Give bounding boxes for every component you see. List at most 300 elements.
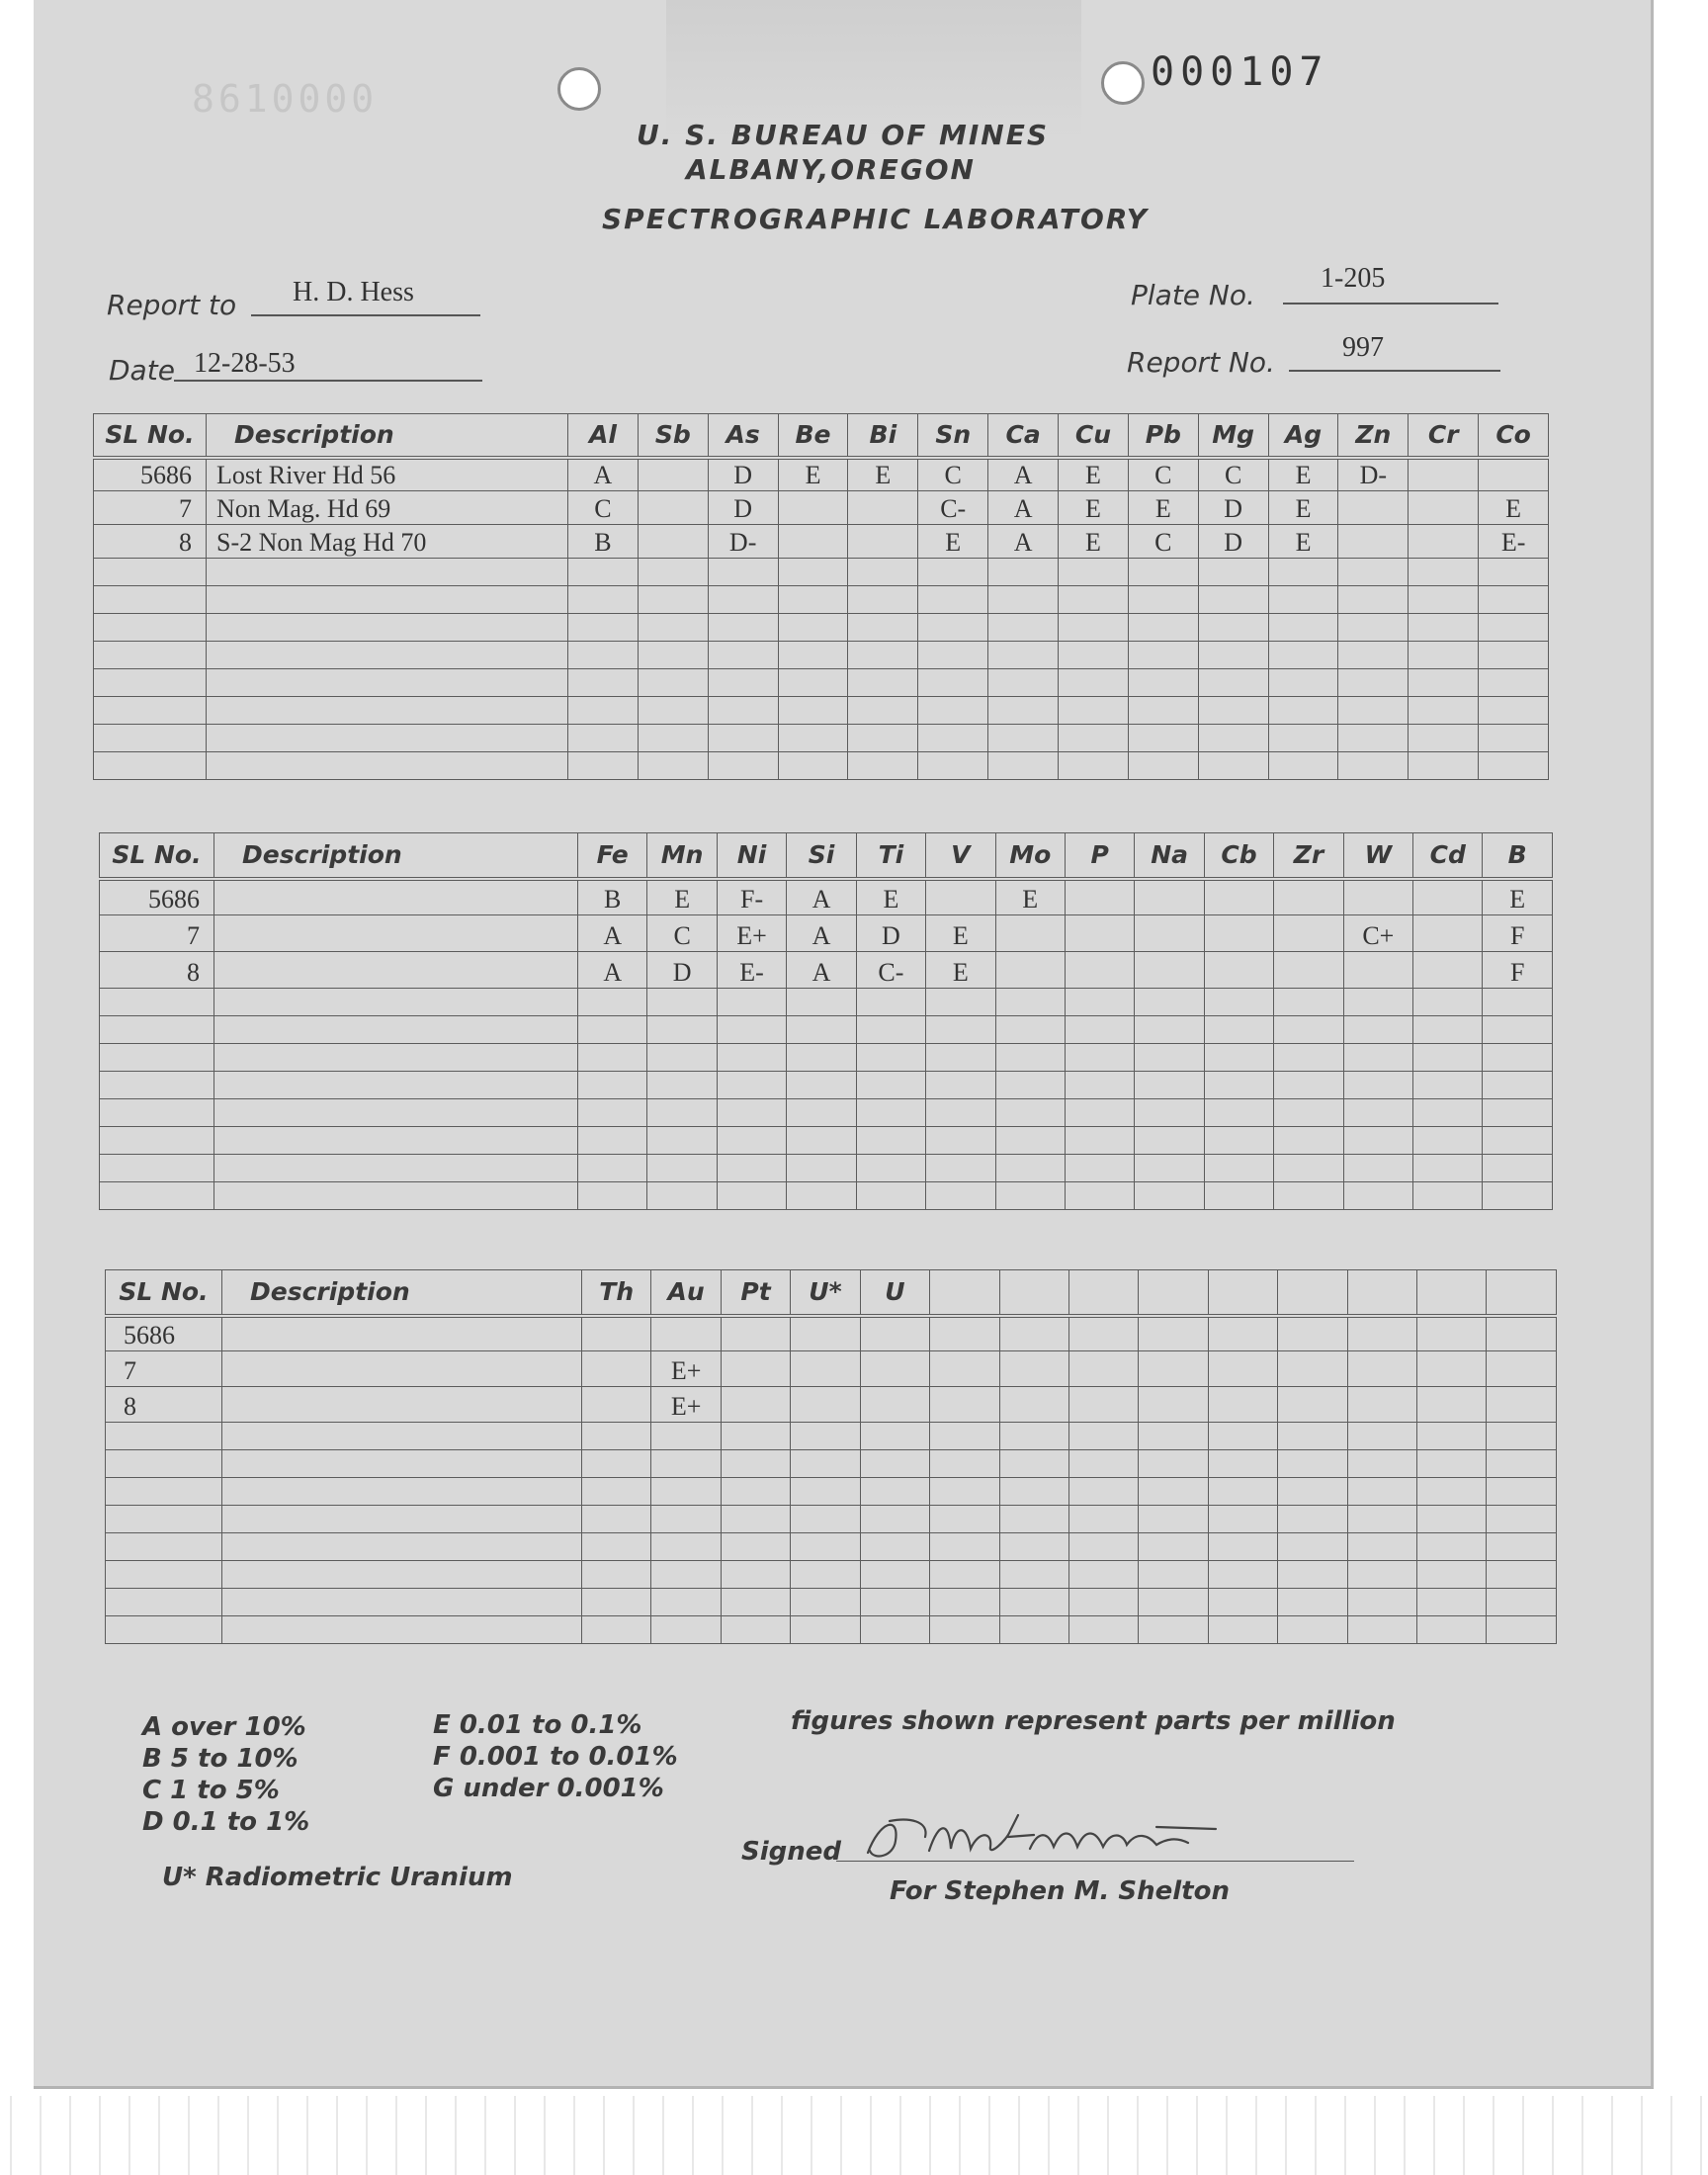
empty-cell — [647, 1127, 717, 1155]
empty-cell — [717, 989, 786, 1016]
empty-cell — [214, 1044, 578, 1072]
empty-cell — [207, 559, 568, 586]
element-grade — [1278, 1316, 1347, 1351]
empty-cell — [1204, 1127, 1273, 1155]
element-grade — [791, 1316, 860, 1351]
empty-cell — [1204, 1044, 1273, 1072]
header-description: Description — [207, 414, 568, 458]
header-col-14 — [1417, 1270, 1487, 1316]
empty-cell — [1487, 1533, 1556, 1561]
empty-cell — [1204, 1182, 1273, 1210]
element-grade: A — [787, 879, 856, 915]
element-grade: E+ — [651, 1351, 721, 1387]
empty-cell — [1417, 1423, 1487, 1450]
empty-cell — [651, 1423, 721, 1450]
empty-cell — [578, 1127, 647, 1155]
empty-cell — [1413, 1182, 1483, 1210]
empty-cell — [638, 586, 708, 614]
empty-cell — [856, 1155, 925, 1182]
empty-cell — [848, 642, 918, 669]
empty-cell — [1487, 1423, 1556, 1450]
empty-cell — [568, 669, 639, 697]
element-grade — [1347, 1316, 1416, 1351]
table-row — [100, 1044, 1553, 1072]
table-row — [106, 1387, 1557, 1423]
empty-cell — [1338, 725, 1409, 752]
element-grade: B — [578, 879, 647, 915]
element-grade: C- — [856, 952, 925, 989]
empty-cell — [860, 1589, 929, 1616]
element-grade — [582, 1351, 651, 1387]
empty-cell — [1198, 559, 1268, 586]
element-grade — [1487, 1387, 1556, 1423]
element-grade — [638, 458, 708, 491]
empty-cell — [1479, 642, 1549, 669]
empty-cell — [222, 1478, 582, 1506]
empty-cell — [207, 725, 568, 752]
empty-cell — [995, 1072, 1065, 1099]
empty-cell — [651, 1616, 721, 1644]
element-grade: E- — [717, 952, 786, 989]
empty-cell — [1413, 1155, 1483, 1182]
empty-cell — [100, 1182, 214, 1210]
element-grade: A — [988, 491, 1059, 525]
empty-cell — [582, 1616, 651, 1644]
empty-cell — [1343, 1127, 1412, 1155]
header-col-5: U* — [791, 1270, 860, 1316]
sample-description — [214, 915, 578, 952]
empty-cell — [988, 614, 1059, 642]
empty-cell — [708, 752, 778, 780]
empty-cell — [1347, 1506, 1416, 1533]
header-col-5: Si — [787, 833, 856, 879]
element-grade — [791, 1351, 860, 1387]
empty-cell — [708, 725, 778, 752]
empty-cell — [1268, 752, 1338, 780]
element-grade — [582, 1316, 651, 1351]
empty-cell — [1139, 1561, 1208, 1589]
empty-cell — [578, 1182, 647, 1210]
header-col-10: Pb — [1128, 414, 1198, 458]
empty-cell — [1065, 1127, 1134, 1155]
empty-cell — [1208, 1616, 1277, 1644]
element-grade — [778, 525, 848, 559]
empty-cell — [988, 697, 1059, 725]
table-row — [106, 1589, 1557, 1616]
empty-cell — [1128, 725, 1198, 752]
element-grade — [1065, 915, 1134, 952]
empty-cell — [926, 1182, 995, 1210]
element-grade — [791, 1387, 860, 1423]
empty-cell — [1068, 1450, 1138, 1478]
header-col-3: Mn — [647, 833, 717, 879]
empty-cell — [791, 1616, 860, 1644]
empty-cell — [582, 1450, 651, 1478]
element-grade — [1417, 1351, 1487, 1387]
empty-cell — [1278, 1616, 1347, 1644]
for-line: For Stephen M. Shelton — [890, 1876, 1230, 1906]
element-grade — [1135, 952, 1204, 989]
table-row — [94, 614, 1549, 642]
element-grade: E — [1128, 491, 1198, 525]
empty-cell — [848, 697, 918, 725]
signed-label: Signed — [741, 1837, 842, 1867]
header-col-9 — [1068, 1270, 1138, 1316]
header-col-9: Cu — [1059, 414, 1129, 458]
empty-cell — [1338, 642, 1409, 669]
empty-cell — [1479, 697, 1549, 725]
element-grade: C+ — [1343, 915, 1412, 952]
header-col-9: P — [1065, 833, 1134, 879]
empty-cell — [647, 1155, 717, 1182]
element-grade: A — [578, 915, 647, 952]
element-grade — [999, 1387, 1068, 1423]
legend-f: F 0.001 to 0.01% — [433, 1742, 678, 1772]
empty-cell — [106, 1561, 222, 1589]
empty-cell — [1417, 1561, 1487, 1589]
empty-cell — [1487, 1478, 1556, 1506]
empty-cell — [1068, 1533, 1138, 1561]
empty-cell — [791, 1478, 860, 1506]
empty-cell — [860, 1533, 929, 1561]
empty-cell — [999, 1616, 1068, 1644]
empty-cell — [721, 1423, 790, 1450]
element-grade — [1065, 952, 1134, 989]
empty-cell — [1343, 1155, 1412, 1182]
date-label: Date — [109, 354, 175, 387]
empty-cell — [1413, 1016, 1483, 1044]
header-col-6: Bi — [848, 414, 918, 458]
header-sl-no: SL No. — [106, 1270, 222, 1316]
empty-cell — [1068, 1506, 1138, 1533]
element-grade: D- — [1338, 458, 1409, 491]
element-grade — [1338, 491, 1409, 525]
element-grade — [995, 952, 1065, 989]
element-grade — [1208, 1351, 1277, 1387]
element-grade — [1068, 1316, 1138, 1351]
table-row — [94, 525, 1549, 559]
sample-description — [222, 1351, 582, 1387]
empty-cell — [568, 559, 639, 586]
element-grade — [860, 1351, 929, 1387]
empty-cell — [1065, 989, 1134, 1016]
empty-cell — [94, 586, 207, 614]
element-grade: C — [1128, 458, 1198, 491]
punch-hole-left — [557, 67, 601, 111]
empty-cell — [1128, 586, 1198, 614]
empty-cell — [1479, 725, 1549, 752]
empty-cell — [1413, 1099, 1483, 1127]
element-grade — [1139, 1351, 1208, 1387]
empty-cell — [926, 1044, 995, 1072]
empty-cell — [638, 669, 708, 697]
empty-cell — [721, 1589, 790, 1616]
empty-cell — [1139, 1478, 1208, 1506]
empty-cell — [1128, 752, 1198, 780]
empty-cell — [1479, 614, 1549, 642]
scanner-edge — [0, 2096, 1708, 2175]
empty-cell — [1409, 725, 1479, 752]
empty-cell — [999, 1478, 1068, 1506]
empty-cell — [860, 1423, 929, 1450]
element-grade: D — [1198, 491, 1268, 525]
empty-cell — [1059, 559, 1129, 586]
header-agency: U. S. BUREAU OF MINES — [637, 119, 1050, 151]
empty-cell — [918, 586, 988, 614]
element-grade — [1278, 1351, 1347, 1387]
empty-cell — [1278, 1506, 1347, 1533]
empty-cell — [638, 642, 708, 669]
empty-cell — [207, 586, 568, 614]
empty-cell — [1128, 614, 1198, 642]
header-col-8: Ca — [988, 414, 1059, 458]
table-row — [94, 559, 1549, 586]
empty-cell — [647, 1016, 717, 1044]
header-col-14: Cr — [1409, 414, 1479, 458]
empty-cell — [860, 1478, 929, 1506]
empty-cell — [1065, 1072, 1134, 1099]
empty-cell — [1413, 1072, 1483, 1099]
empty-cell — [787, 1127, 856, 1155]
empty-cell — [207, 669, 568, 697]
element-grade: E — [926, 915, 995, 952]
empty-cell — [1409, 614, 1479, 642]
empty-cell — [1268, 697, 1338, 725]
header-col-4: Ni — [717, 833, 786, 879]
table-row — [94, 725, 1549, 752]
element-grade: E — [995, 879, 1065, 915]
empty-cell — [1338, 614, 1409, 642]
empty-cell — [1274, 1127, 1343, 1155]
element-grade: D — [708, 458, 778, 491]
element-grade — [1413, 915, 1483, 952]
empty-cell — [1268, 642, 1338, 669]
empty-cell — [1483, 1127, 1552, 1155]
empty-cell — [1417, 1589, 1487, 1616]
element-grade: A — [787, 952, 856, 989]
empty-cell — [1343, 1182, 1412, 1210]
empty-cell — [1135, 1127, 1204, 1155]
header-col-6: Ti — [856, 833, 925, 879]
empty-cell — [995, 1127, 1065, 1155]
empty-cell — [717, 1016, 786, 1044]
empty-cell — [717, 1182, 786, 1210]
empty-cell — [1204, 989, 1273, 1016]
empty-cell — [1135, 1099, 1204, 1127]
element-grade: C — [1198, 458, 1268, 491]
empty-cell — [926, 1072, 995, 1099]
empty-cell — [100, 1155, 214, 1182]
empty-cell — [1204, 1099, 1273, 1127]
empty-cell — [1409, 697, 1479, 725]
element-grade: D- — [708, 525, 778, 559]
element-grade — [860, 1316, 929, 1351]
empty-cell — [1274, 989, 1343, 1016]
empty-cell — [214, 989, 578, 1016]
empty-cell — [100, 989, 214, 1016]
empty-cell — [1417, 1450, 1487, 1478]
table-row — [106, 1561, 1557, 1589]
empty-cell — [1274, 1072, 1343, 1099]
empty-cell — [1338, 559, 1409, 586]
empty-cell — [222, 1589, 582, 1616]
element-grade: C- — [918, 491, 988, 525]
empty-cell — [1483, 1099, 1552, 1127]
empty-cell — [1208, 1533, 1277, 1561]
element-grade — [999, 1316, 1068, 1351]
empty-cell — [721, 1506, 790, 1533]
empty-cell — [1208, 1478, 1277, 1506]
header-col-7 — [930, 1270, 999, 1316]
element-grade — [848, 491, 918, 525]
empty-cell — [708, 697, 778, 725]
empty-cell — [1487, 1561, 1556, 1589]
results-table-2 — [99, 832, 1553, 1210]
element-grade — [1208, 1316, 1277, 1351]
empty-cell — [1135, 1182, 1204, 1210]
empty-cell — [1487, 1506, 1556, 1533]
table-row — [100, 1072, 1553, 1099]
empty-cell — [778, 669, 848, 697]
empty-cell — [207, 697, 568, 725]
empty-cell — [926, 1099, 995, 1127]
empty-cell — [1198, 697, 1268, 725]
empty-cell — [791, 1533, 860, 1561]
empty-cell — [999, 1450, 1068, 1478]
header-col-11: Cb — [1204, 833, 1273, 879]
table-row — [100, 989, 1553, 1016]
empty-cell — [995, 1182, 1065, 1210]
uranium-note: U* Radiometric Uranium — [162, 1863, 513, 1892]
empty-cell — [1479, 669, 1549, 697]
empty-cell — [1347, 1589, 1416, 1616]
empty-cell — [578, 1016, 647, 1044]
header-col-4: As — [708, 414, 778, 458]
legend-a: A over 10% — [142, 1712, 306, 1742]
empty-cell — [1347, 1616, 1416, 1644]
empty-cell — [791, 1589, 860, 1616]
empty-cell — [1059, 752, 1129, 780]
header-col-10: Na — [1135, 833, 1204, 879]
sample-description: Non Mag. Hd 69 — [207, 491, 568, 525]
empty-cell — [1409, 752, 1479, 780]
empty-cell — [1139, 1450, 1208, 1478]
empty-cell — [708, 669, 778, 697]
empty-cell — [582, 1423, 651, 1450]
element-grade — [721, 1387, 790, 1423]
empty-cell — [1338, 697, 1409, 725]
empty-cell — [1338, 669, 1409, 697]
empty-cell — [1483, 1044, 1552, 1072]
empty-cell — [1278, 1450, 1347, 1478]
empty-cell — [100, 1016, 214, 1044]
table-row — [94, 752, 1549, 780]
header-col-10 — [1139, 1270, 1208, 1316]
table-row — [100, 1182, 1553, 1210]
results-table-1 — [93, 413, 1549, 780]
empty-cell — [1343, 989, 1412, 1016]
empty-cell — [651, 1589, 721, 1616]
header-col-2: Th — [582, 1270, 651, 1316]
element-grade: D — [647, 952, 717, 989]
report-to-value: H. D. Hess — [293, 277, 414, 307]
table-row — [100, 915, 1553, 952]
element-grade — [651, 1316, 721, 1351]
empty-cell — [578, 1044, 647, 1072]
empty-cell — [94, 642, 207, 669]
element-grade — [638, 525, 708, 559]
empty-cell — [1409, 669, 1479, 697]
empty-cell — [568, 697, 639, 725]
empty-cell — [860, 1561, 929, 1589]
empty-cell — [1198, 669, 1268, 697]
empty-cell — [926, 1016, 995, 1044]
empty-cell — [717, 1099, 786, 1127]
empty-cell — [791, 1506, 860, 1533]
element-grade: F — [1483, 915, 1552, 952]
empty-cell — [1274, 1155, 1343, 1182]
empty-cell — [1059, 586, 1129, 614]
empty-cell — [778, 642, 848, 669]
empty-cell — [1483, 1072, 1552, 1099]
date-value: 12-28-53 — [194, 348, 296, 379]
element-grade: E+ — [717, 915, 786, 952]
empty-cell — [578, 1155, 647, 1182]
empty-cell — [1135, 1155, 1204, 1182]
empty-cell — [791, 1423, 860, 1450]
empty-cell — [717, 1155, 786, 1182]
header-col-11 — [1208, 1270, 1277, 1316]
empty-cell — [582, 1561, 651, 1589]
empty-cell — [848, 725, 918, 752]
header-location: ALBANY,OREGON — [686, 153, 976, 186]
element-grade — [1347, 1387, 1416, 1423]
empty-cell — [848, 614, 918, 642]
element-grade — [1068, 1351, 1138, 1387]
element-grade: F- — [717, 879, 786, 915]
element-grade — [1343, 952, 1412, 989]
empty-cell — [106, 1478, 222, 1506]
element-grade — [848, 525, 918, 559]
element-grade — [1487, 1351, 1556, 1387]
element-grade: A — [787, 915, 856, 952]
empty-cell — [717, 1072, 786, 1099]
empty-cell — [1068, 1423, 1138, 1450]
empty-cell — [860, 1506, 929, 1533]
table-row — [94, 458, 1549, 491]
element-grade: C — [1128, 525, 1198, 559]
empty-cell — [1274, 1016, 1343, 1044]
empty-cell — [717, 1127, 786, 1155]
empty-cell — [1128, 642, 1198, 669]
report-to-label: Report to — [107, 289, 237, 321]
empty-cell — [860, 1616, 929, 1644]
element-grade — [995, 915, 1065, 952]
empty-cell — [1278, 1589, 1347, 1616]
empty-cell — [94, 669, 207, 697]
empty-cell — [1068, 1561, 1138, 1589]
punch-hole-right — [1101, 61, 1145, 105]
empty-cell — [930, 1533, 999, 1561]
element-grade: E — [926, 952, 995, 989]
table-row — [106, 1423, 1557, 1450]
empty-cell — [1198, 614, 1268, 642]
empty-cell — [721, 1561, 790, 1589]
empty-cell — [1268, 725, 1338, 752]
empty-cell — [1479, 586, 1549, 614]
element-grade: E- — [1479, 525, 1549, 559]
element-grade: E+ — [651, 1387, 721, 1423]
